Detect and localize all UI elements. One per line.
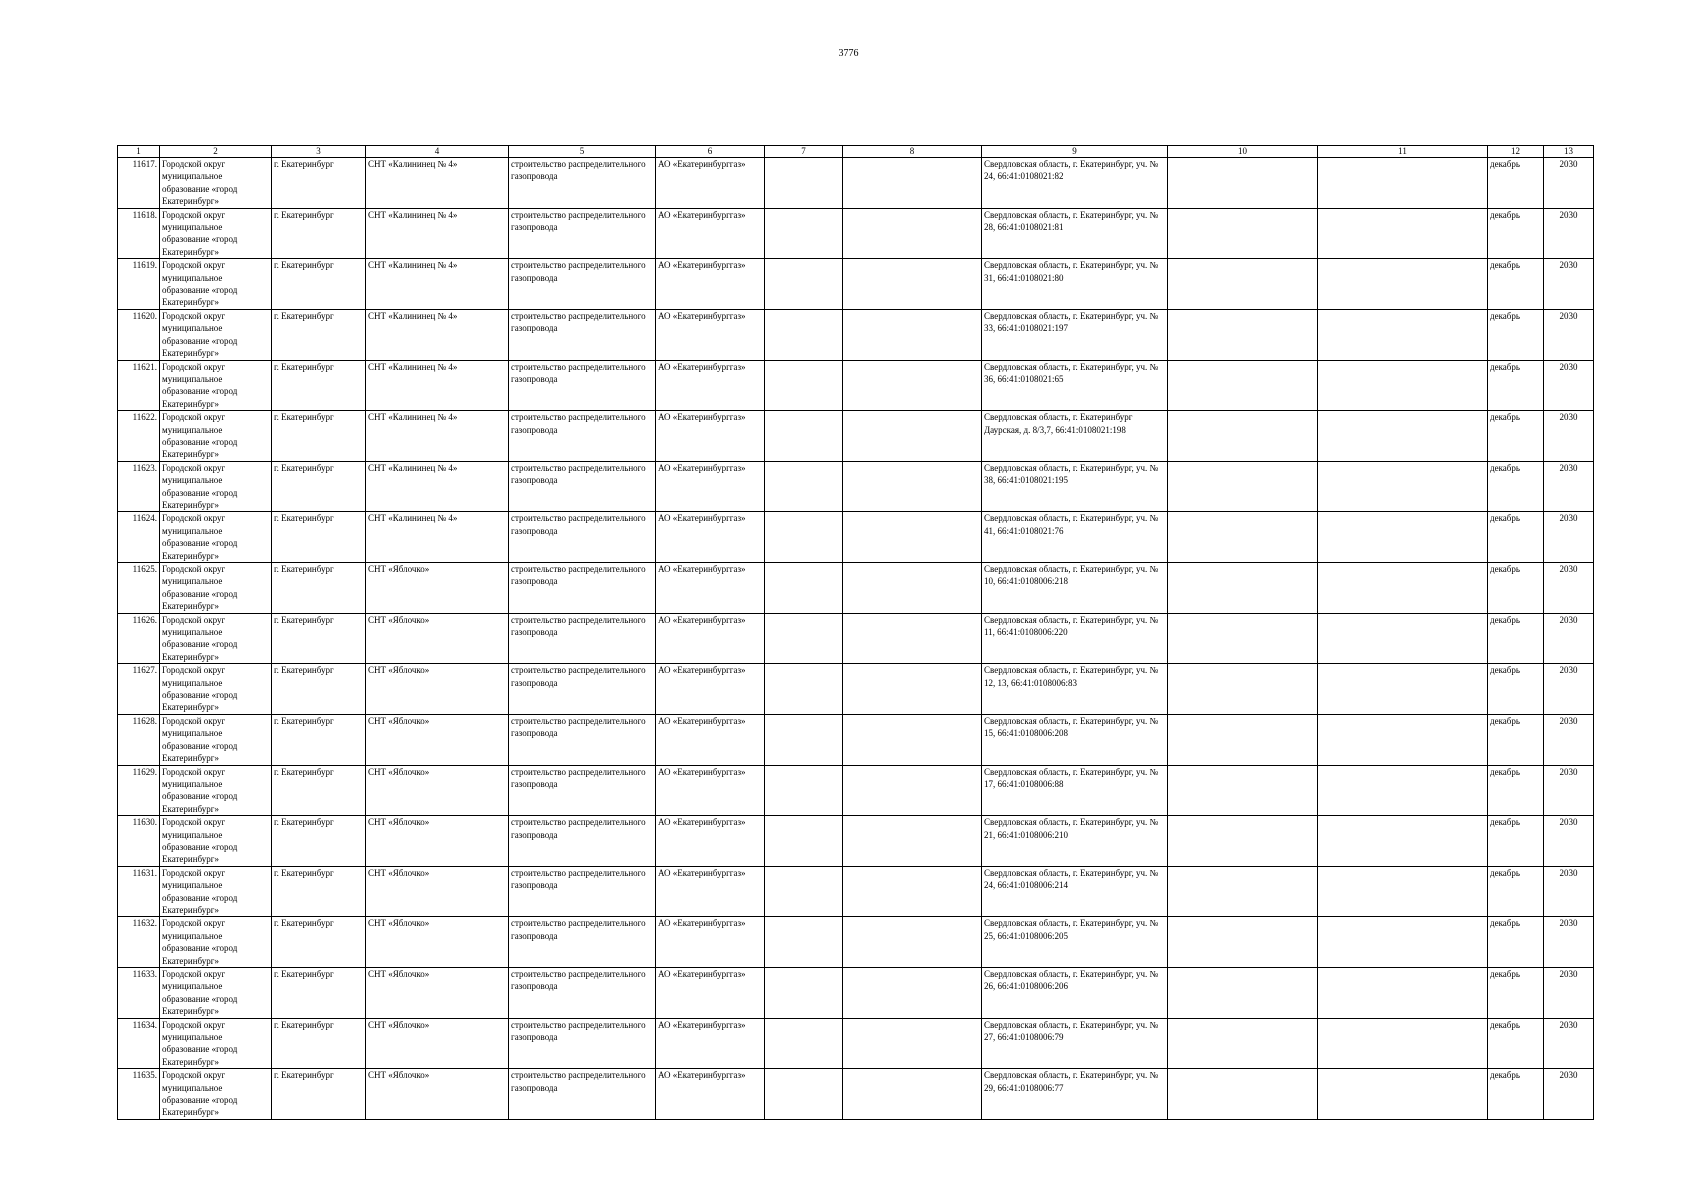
cell-work-type: строительство распределительного газопровода (509, 613, 656, 664)
column-header-address-cadastre: 9 (982, 146, 1168, 158)
cell-operator: АО «Екатеринбурггаз» (656, 563, 765, 614)
column-header-col-7: 7 (765, 146, 843, 158)
cell-col-8 (843, 411, 982, 462)
cell-col-10 (1168, 664, 1318, 715)
registry-table (117, 145, 1594, 1120)
cell-municipality: Городской округ муниципальное образование «город Екатеринбург» (160, 411, 272, 462)
table-row (118, 968, 1594, 1019)
cell-operator: АО «Екатеринбурггаз» (656, 1018, 765, 1069)
cell-col-10 (1168, 512, 1318, 563)
cell-operator: АО «Екатеринбурггаз» (656, 309, 765, 360)
cell-address-cadastre: Свердловская область, г. Екатеринбург, уч. № 38, 66:41:0108021:195 (982, 461, 1168, 512)
cell-object-name: СНТ «Яблочко» (366, 866, 509, 917)
cell-col-8 (843, 968, 982, 1019)
cell-operator: АО «Екатеринбурггаз» (656, 613, 765, 664)
cell-municipality: Городской округ муниципальное образование «город Екатеринбург» (160, 512, 272, 563)
cell-col-8 (843, 1018, 982, 1069)
cell-col-7 (765, 208, 843, 259)
cell-operator: АО «Екатеринбурггаз» (656, 158, 765, 209)
cell-object-name: СНТ «Калининец № 4» (366, 259, 509, 310)
cell-number: 11628. (118, 714, 160, 765)
cell-col-8 (843, 613, 982, 664)
cell-col-10 (1168, 866, 1318, 917)
cell-address-cadastre: Свердловская область, г. Екатеринбург, уч. № 33, 66:41:0108021:197 (982, 309, 1168, 360)
cell-municipality: Городской округ муниципальное образование «город Екатеринбург» (160, 158, 272, 209)
cell-col-10 (1168, 158, 1318, 209)
cell-year: 2030 (1544, 714, 1594, 765)
cell-settlement: г. Екатеринбург (272, 664, 366, 715)
cell-col-10 (1168, 461, 1318, 512)
cell-number: 11620. (118, 309, 160, 360)
cell-month: декабрь (1488, 208, 1544, 259)
cell-month: декабрь (1488, 259, 1544, 310)
cell-col-10 (1168, 1018, 1318, 1069)
cell-number: 11624. (118, 512, 160, 563)
cell-work-type: строительство распределительного газопровода (509, 816, 656, 867)
cell-col-11 (1318, 968, 1488, 1019)
cell-municipality: Городской округ муниципальное образование «город Екатеринбург» (160, 563, 272, 614)
cell-settlement: г. Екатеринбург (272, 360, 366, 411)
cell-year: 2030 (1544, 411, 1594, 462)
cell-number: 11630. (118, 816, 160, 867)
column-header-object-name: 4 (366, 146, 509, 158)
cell-number: 11618. (118, 208, 160, 259)
table-header-row (118, 146, 1594, 158)
table-row (118, 613, 1594, 664)
cell-work-type: строительство распределительного газопровода (509, 1069, 656, 1120)
cell-year: 2030 (1544, 1018, 1594, 1069)
cell-municipality: Городской округ муниципальное образование «город Екатеринбург» (160, 866, 272, 917)
table-row (118, 765, 1594, 816)
cell-number: 11626. (118, 613, 160, 664)
cell-col-11 (1318, 714, 1488, 765)
cell-municipality: Городской округ муниципальное образование «город Екатеринбург» (160, 917, 272, 968)
cell-year: 2030 (1544, 917, 1594, 968)
column-header-work-type: 5 (509, 146, 656, 158)
cell-operator: АО «Екатеринбурггаз» (656, 1069, 765, 1120)
cell-operator: АО «Екатеринбурггаз» (656, 360, 765, 411)
cell-col-8 (843, 664, 982, 715)
cell-month: декабрь (1488, 968, 1544, 1019)
cell-year: 2030 (1544, 309, 1594, 360)
cell-object-name: СНТ «Яблочко» (366, 613, 509, 664)
cell-number: 11631. (118, 866, 160, 917)
cell-year: 2030 (1544, 765, 1594, 816)
cell-month: декабрь (1488, 309, 1544, 360)
cell-col-11 (1318, 563, 1488, 614)
cell-work-type: строительство распределительного газопровода (509, 765, 656, 816)
cell-col-10 (1168, 563, 1318, 614)
cell-address-cadastre: Свердловская область, г. Екатеринбург, уч. № 27, 66:41:0108006:79 (982, 1018, 1168, 1069)
table-row (118, 714, 1594, 765)
cell-object-name: СНТ «Калининец № 4» (366, 512, 509, 563)
cell-number: 11633. (118, 968, 160, 1019)
cell-col-7 (765, 866, 843, 917)
cell-work-type: строительство распределительного газопровода (509, 360, 656, 411)
cell-address-cadastre: Свердловская область, г. Екатеринбург, уч. № 26, 66:41:0108006:206 (982, 968, 1168, 1019)
cell-year: 2030 (1544, 158, 1594, 209)
cell-col-8 (843, 158, 982, 209)
cell-number: 11623. (118, 461, 160, 512)
cell-col-10 (1168, 765, 1318, 816)
cell-settlement: г. Екатеринбург (272, 411, 366, 462)
cell-year: 2030 (1544, 259, 1594, 310)
cell-col-11 (1318, 360, 1488, 411)
cell-month: декабрь (1488, 816, 1544, 867)
cell-year: 2030 (1544, 613, 1594, 664)
column-header-settlement: 3 (272, 146, 366, 158)
cell-municipality: Городской округ муниципальное образование «город Екатеринбург» (160, 714, 272, 765)
table-row (118, 360, 1594, 411)
cell-col-7 (765, 968, 843, 1019)
cell-month: декабрь (1488, 1018, 1544, 1069)
table-row (118, 259, 1594, 310)
cell-col-11 (1318, 259, 1488, 310)
cell-settlement: г. Екатеринбург (272, 259, 366, 310)
cell-col-7 (765, 360, 843, 411)
cell-month: декабрь (1488, 158, 1544, 209)
cell-operator: АО «Екатеринбурггаз» (656, 461, 765, 512)
cell-col-11 (1318, 461, 1488, 512)
cell-col-7 (765, 714, 843, 765)
cell-operator: АО «Екатеринбурггаз» (656, 664, 765, 715)
cell-col-11 (1318, 158, 1488, 209)
cell-month: декабрь (1488, 664, 1544, 715)
column-header-operator: 6 (656, 146, 765, 158)
cell-col-11 (1318, 866, 1488, 917)
column-header-year: 13 (1544, 146, 1594, 158)
cell-col-7 (765, 765, 843, 816)
cell-number: 11627. (118, 664, 160, 715)
cell-col-7 (765, 563, 843, 614)
cell-month: декабрь (1488, 613, 1544, 664)
table-row (118, 664, 1594, 715)
cell-col-8 (843, 259, 982, 310)
cell-settlement: г. Екатеринбург (272, 613, 366, 664)
cell-operator: АО «Екатеринбурггаз» (656, 765, 765, 816)
cell-col-10 (1168, 816, 1318, 867)
table-row (118, 1069, 1594, 1120)
cell-col-7 (765, 158, 843, 209)
cell-col-10 (1168, 714, 1318, 765)
cell-object-name: СНТ «Яблочко» (366, 968, 509, 1019)
cell-col-11 (1318, 613, 1488, 664)
cell-settlement: г. Екатеринбург (272, 1069, 366, 1120)
cell-work-type: строительство распределительного газопровода (509, 968, 656, 1019)
cell-col-7 (765, 1018, 843, 1069)
cell-col-8 (843, 461, 982, 512)
cell-col-8 (843, 563, 982, 614)
cell-number: 11634. (118, 1018, 160, 1069)
cell-object-name: СНТ «Яблочко» (366, 917, 509, 968)
cell-operator: АО «Екатеринбурггаз» (656, 917, 765, 968)
cell-address-cadastre: Свердловская область, г. Екатеринбург, уч. № 24, 66:41:0108021:82 (982, 158, 1168, 209)
cell-object-name: СНТ «Яблочко» (366, 664, 509, 715)
cell-month: декабрь (1488, 866, 1544, 917)
cell-settlement: г. Екатеринбург (272, 968, 366, 1019)
cell-address-cadastre: Свердловская область, г. Екатеринбург, уч. № 12, 13, 66:41:0108006:83 (982, 664, 1168, 715)
cell-operator: АО «Екатеринбурггаз» (656, 208, 765, 259)
cell-col-8 (843, 309, 982, 360)
cell-work-type: строительство распределительного газопровода (509, 461, 656, 512)
cell-municipality: Городской округ муниципальное образование «город Екатеринбург» (160, 664, 272, 715)
cell-operator: АО «Екатеринбурггаз» (656, 866, 765, 917)
column-header-month: 12 (1488, 146, 1544, 158)
cell-col-8 (843, 208, 982, 259)
cell-work-type: строительство распределительного газопровода (509, 714, 656, 765)
cell-settlement: г. Екатеринбург (272, 816, 366, 867)
cell-col-10 (1168, 1069, 1318, 1120)
cell-settlement: г. Екатеринбург (272, 512, 366, 563)
table-row (118, 512, 1594, 563)
cell-municipality: Городской округ муниципальное образование «город Екатеринбург» (160, 1069, 272, 1120)
cell-object-name: СНТ «Яблочко» (366, 816, 509, 867)
cell-settlement: г. Екатеринбург (272, 714, 366, 765)
cell-col-8 (843, 816, 982, 867)
cell-operator: АО «Екатеринбурггаз» (656, 411, 765, 462)
cell-object-name: СНТ «Яблочко» (366, 563, 509, 614)
cell-number: 11632. (118, 917, 160, 968)
cell-col-8 (843, 1069, 982, 1120)
cell-address-cadastre: Свердловская область, г. Екатеринбург, уч. № 41, 66:41:0108021:76 (982, 512, 1168, 563)
cell-month: декабрь (1488, 563, 1544, 614)
cell-address-cadastre: Свердловская область, г. Екатеринбург, уч. № 31, 66:41:0108021:80 (982, 259, 1168, 310)
cell-object-name: СНТ «Яблочко» (366, 714, 509, 765)
cell-col-11 (1318, 411, 1488, 462)
cell-year: 2030 (1544, 968, 1594, 1019)
cell-col-8 (843, 512, 982, 563)
cell-col-11 (1318, 512, 1488, 563)
cell-col-10 (1168, 309, 1318, 360)
cell-month: декабрь (1488, 714, 1544, 765)
cell-operator: АО «Екатеринбурггаз» (656, 512, 765, 563)
cell-number: 11617. (118, 158, 160, 209)
cell-object-name: СНТ «Яблочко» (366, 1069, 509, 1120)
cell-month: декабрь (1488, 461, 1544, 512)
cell-month: декабрь (1488, 917, 1544, 968)
table-row (118, 816, 1594, 867)
column-header-number: 1 (118, 146, 160, 158)
cell-col-8 (843, 360, 982, 411)
cell-work-type: строительство распределительного газопровода (509, 512, 656, 563)
cell-number: 11625. (118, 563, 160, 614)
cell-object-name: СНТ «Калининец № 4» (366, 360, 509, 411)
cell-col-7 (765, 1069, 843, 1120)
cell-address-cadastre: Свердловская область, г. Екатеринбург, уч. № 29, 66:41:0108006:77 (982, 1069, 1168, 1120)
cell-address-cadastre: Свердловская область, г. Екатеринбург, уч. № 24, 66:41:0108006:214 (982, 866, 1168, 917)
table-row (118, 917, 1594, 968)
cell-object-name: СНТ «Калининец № 4» (366, 158, 509, 209)
cell-col-11 (1318, 664, 1488, 715)
cell-settlement: г. Екатеринбург (272, 866, 366, 917)
cell-number: 11622. (118, 411, 160, 462)
cell-municipality: Городской округ муниципальное образование «город Екатеринбург» (160, 613, 272, 664)
table-row (118, 866, 1594, 917)
cell-operator: АО «Екатеринбурггаз» (656, 714, 765, 765)
cell-col-11 (1318, 816, 1488, 867)
cell-col-10 (1168, 411, 1318, 462)
cell-municipality: Городской округ муниципальное образование «город Екатеринбург» (160, 259, 272, 310)
cell-object-name: СНТ «Калининец № 4» (366, 411, 509, 462)
cell-settlement: г. Екатеринбург (272, 208, 366, 259)
cell-address-cadastre: Свердловская область, г. Екатеринбург, уч. № 28, 66:41:0108021:81 (982, 208, 1168, 259)
cell-col-8 (843, 866, 982, 917)
cell-month: декабрь (1488, 411, 1544, 462)
cell-year: 2030 (1544, 816, 1594, 867)
cell-col-7 (765, 461, 843, 512)
cell-year: 2030 (1544, 461, 1594, 512)
cell-col-10 (1168, 360, 1318, 411)
cell-settlement: г. Екатеринбург (272, 158, 366, 209)
table-body (118, 158, 1594, 1120)
cell-col-11 (1318, 208, 1488, 259)
cell-address-cadastre: Свердловская область, г. Екатеринбург, уч. № 11, 66:41:0108006:220 (982, 613, 1168, 664)
cell-municipality: Городской округ муниципальное образование «город Екатеринбург» (160, 816, 272, 867)
cell-municipality: Городской округ муниципальное образование «город Екатеринбург» (160, 968, 272, 1019)
cell-object-name: СНТ «Калининец № 4» (366, 461, 509, 512)
column-header-col-10: 10 (1168, 146, 1318, 158)
cell-col-10 (1168, 968, 1318, 1019)
cell-settlement: г. Екатеринбург (272, 563, 366, 614)
cell-municipality: Городской округ муниципальное образование «город Екатеринбург» (160, 360, 272, 411)
cell-year: 2030 (1544, 360, 1594, 411)
table-row (118, 461, 1594, 512)
cell-col-7 (765, 917, 843, 968)
cell-address-cadastre: Свердловская область, г. Екатеринбург, уч. № 25, 66:41:0108006:205 (982, 917, 1168, 968)
cell-year: 2030 (1544, 208, 1594, 259)
cell-work-type: строительство распределительного газопровода (509, 664, 656, 715)
cell-year: 2030 (1544, 563, 1594, 614)
cell-col-8 (843, 714, 982, 765)
cell-col-7 (765, 411, 843, 462)
table-row (118, 411, 1594, 462)
table-row (118, 208, 1594, 259)
cell-address-cadastre: Свердловская область, г. Екатеринбург, уч. № 15, 66:41:0108006:208 (982, 714, 1168, 765)
cell-month: декабрь (1488, 765, 1544, 816)
page-number: 3776 (838, 48, 859, 59)
cell-col-10 (1168, 208, 1318, 259)
cell-year: 2030 (1544, 1069, 1594, 1120)
cell-month: декабрь (1488, 512, 1544, 563)
cell-number: 11635. (118, 1069, 160, 1120)
column-header-col-11: 11 (1318, 146, 1488, 158)
column-header-municipality: 2 (160, 146, 272, 158)
cell-operator: АО «Екатеринбурггаз» (656, 968, 765, 1019)
table-row (118, 563, 1594, 614)
cell-work-type: строительство распределительного газопровода (509, 309, 656, 360)
cell-settlement: г. Екатеринбург (272, 309, 366, 360)
cell-col-11 (1318, 1018, 1488, 1069)
cell-address-cadastre: Свердловская область, г. Екатеринбург, уч. № 17, 66:41:0108006:88 (982, 765, 1168, 816)
cell-municipality: Городской округ муниципальное образование «город Екатеринбург» (160, 461, 272, 512)
cell-municipality: Городской округ муниципальное образование «город Екатеринбург» (160, 1018, 272, 1069)
table-row (118, 309, 1594, 360)
cell-col-7 (765, 512, 843, 563)
cell-month: декабрь (1488, 360, 1544, 411)
cell-settlement: г. Екатеринбург (272, 917, 366, 968)
cell-number: 11619. (118, 259, 160, 310)
cell-object-name: СНТ «Калининец № 4» (366, 309, 509, 360)
cell-work-type: строительство распределительного газопровода (509, 411, 656, 462)
cell-month: декабрь (1488, 1069, 1544, 1120)
cell-year: 2030 (1544, 664, 1594, 715)
cell-col-10 (1168, 259, 1318, 310)
cell-col-11 (1318, 917, 1488, 968)
cell-year: 2030 (1544, 512, 1594, 563)
cell-address-cadastre: Свердловская область, г. Екатеринбург, уч. № 21, 66:41:0108006:210 (982, 816, 1168, 867)
column-header-col-8: 8 (843, 146, 982, 158)
cell-col-7 (765, 664, 843, 715)
cell-col-8 (843, 917, 982, 968)
cell-work-type: строительство распределительного газопровода (509, 917, 656, 968)
cell-number: 11621. (118, 360, 160, 411)
cell-municipality: Городской округ муниципальное образование «город Екатеринбург» (160, 765, 272, 816)
cell-year: 2030 (1544, 866, 1594, 917)
cell-col-7 (765, 309, 843, 360)
cell-object-name: СНТ «Калининец № 4» (366, 208, 509, 259)
cell-col-11 (1318, 1069, 1488, 1120)
cell-address-cadastre: Свердловская область, г. Екатеринбург Даурская, д. 8/3,7, 66:41:0108021:198 (982, 411, 1168, 462)
cell-col-10 (1168, 613, 1318, 664)
cell-address-cadastre: Свердловская область, г. Екатеринбург, уч. № 36, 66:41:0108021:65 (982, 360, 1168, 411)
cell-col-7 (765, 613, 843, 664)
cell-municipality: Городской округ муниципальное образование «город Екатеринбург» (160, 208, 272, 259)
cell-work-type: строительство распределительного газопровода (509, 563, 656, 614)
cell-work-type: строительство распределительного газопровода (509, 1018, 656, 1069)
cell-work-type: строительство распределительного газопровода (509, 208, 656, 259)
cell-number: 11629. (118, 765, 160, 816)
cell-work-type: строительство распределительного газопровода (509, 866, 656, 917)
cell-work-type: строительство распределительного газопровода (509, 259, 656, 310)
cell-settlement: г. Екатеринбург (272, 461, 366, 512)
cell-col-7 (765, 816, 843, 867)
cell-col-11 (1318, 309, 1488, 360)
cell-col-8 (843, 765, 982, 816)
cell-settlement: г. Екатеринбург (272, 1018, 366, 1069)
cell-col-11 (1318, 765, 1488, 816)
cell-operator: АО «Екатеринбурггаз» (656, 816, 765, 867)
cell-col-10 (1168, 917, 1318, 968)
cell-col-7 (765, 259, 843, 310)
cell-address-cadastre: Свердловская область, г. Екатеринбург, уч. № 10, 66:41:0108006:218 (982, 563, 1168, 614)
table-row (118, 158, 1594, 209)
cell-object-name: СНТ «Яблочко» (366, 765, 509, 816)
cell-operator: АО «Екатеринбурггаз» (656, 259, 765, 310)
cell-municipality: Городской округ муниципальное образование «город Екатеринбург» (160, 309, 272, 360)
table-row (118, 1018, 1594, 1069)
cell-work-type: строительство распределительного газопровода (509, 158, 656, 209)
cell-object-name: СНТ «Яблочко» (366, 1018, 509, 1069)
cell-settlement: г. Екатеринбург (272, 765, 366, 816)
